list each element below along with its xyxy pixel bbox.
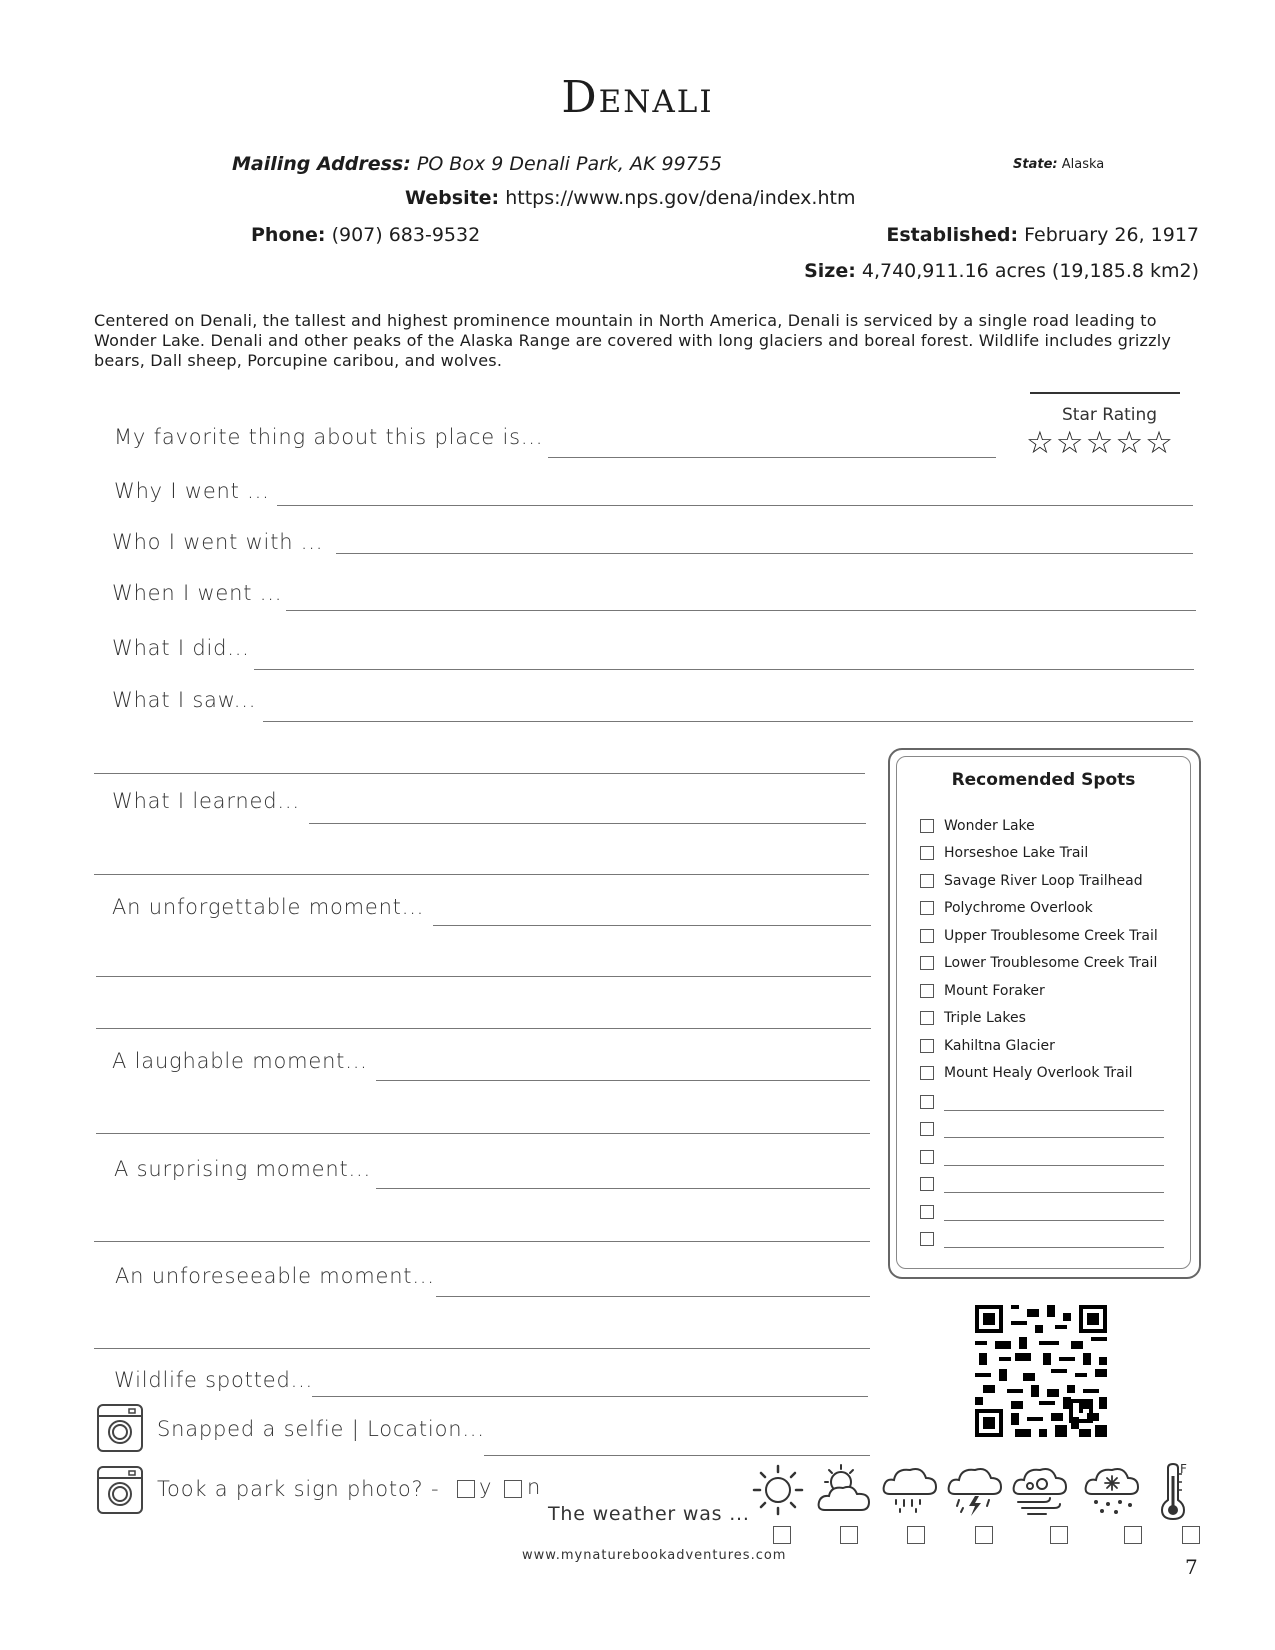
spot-write-line[interactable] [944,1220,1164,1221]
prompt-why: Why I went ... [114,479,270,503]
star-rating-stars[interactable]: ☆☆☆☆☆ [1026,425,1175,461]
spot-label: Horseshoe Lake Trail [944,845,1089,862]
weather-partly-cloudy-checkbox[interactable] [840,1526,858,1544]
spot-checkbox[interactable] [920,819,934,833]
spot-label: Kahiltna Glacier [944,1037,1055,1054]
weather-windy-checkbox[interactable] [1050,1526,1068,1544]
rain-icon-svg [880,1462,940,1518]
park-description: Centered on Denali, the tallest and highest prominence mountain in North America, Denali is serviced by a single road leading to Wonder Lake. Denali and other peaks of the Alaska Range are covered with long glaciers and boreal forest. Wildlife includes grizzly bears, Dall sheep, Porcupine caribou, and wolves. [94,311,1172,370]
established-value: February 26, 1917 [1024,224,1199,246]
spot-checkbox[interactable] [920,1205,934,1219]
prompt-unforeseeable: An unforeseeable moment... [115,1264,435,1288]
prompt-saw: What I saw... [112,688,257,712]
qr-code-svg [975,1305,1107,1437]
spot-write-line[interactable] [944,1110,1164,1111]
spot-blank-row[interactable] [920,1115,1170,1143]
page-number: 7 [1185,1555,1198,1579]
sun-icon [750,1462,806,1522]
size [804,260,1199,282]
spot-blank-row[interactable] [920,1087,1170,1115]
saw-line[interactable] [263,721,1193,722]
spot-label: Mount Healy Overlook Trail [944,1065,1133,1082]
spot-blank-row[interactable] [920,1170,1170,1198]
qr-code-icon[interactable] [975,1305,1107,1437]
star-rating-label: Star Rating [1062,405,1158,425]
size-label: Size: [804,260,856,282]
unforeseeable-line-2[interactable] [94,1348,870,1349]
mailing-address [232,153,722,175]
selfie-line[interactable] [484,1455,870,1456]
established-label: Established: [886,224,1019,246]
camera-icon-svg [99,1406,141,1450]
spot-blank-row[interactable] [920,1142,1170,1170]
unforeseeable-line[interactable] [436,1296,870,1297]
laughable-line-2[interactable] [96,1133,870,1134]
wildlife-line[interactable] [312,1396,868,1397]
thermometer-icon [1158,1462,1198,1526]
park-sign-no-checkbox[interactable] [504,1480,522,1498]
snow-icon [1082,1462,1142,1522]
spot-checkbox[interactable] [920,1066,934,1080]
spot-checkbox[interactable] [920,1039,934,1053]
thermometer-icon-svg [1158,1462,1198,1522]
spot-label: Upper Troublesome Creek Trail [944,927,1158,944]
windy-icon-svg [1010,1462,1072,1518]
camera-icon-2 [97,1466,143,1514]
park-sign-yes-label: y [479,1475,493,1499]
partly-cloudy-icon [815,1462,875,1522]
prompt-wildlife: Wildlife spotted... [114,1368,314,1392]
windy-icon [1010,1462,1072,1522]
spot-label: Wonder Lake [944,817,1035,834]
page-title: Denali [561,72,714,123]
spot-label: Mount Foraker [944,982,1045,999]
spot-item[interactable] [920,922,1170,950]
state [1013,157,1104,172]
did-line[interactable] [254,669,1194,670]
thunderstorm-icon-svg [945,1462,1005,1518]
favorite-line[interactable] [548,457,996,458]
spot-item[interactable] [920,1060,1170,1088]
spot-label: Polychrome Overlook [944,900,1093,917]
rain-icon [880,1462,940,1522]
phone-value: (907) 683-9532 [331,224,481,246]
phone [251,224,480,246]
weather-sunny-checkbox[interactable] [773,1526,791,1544]
park-sign-yes-checkbox[interactable] [457,1480,475,1498]
spot-write-line[interactable] [944,1137,1164,1138]
why-line[interactable] [277,505,1193,506]
prompt-did: What I did... [112,636,250,660]
spot-checkbox[interactable] [920,1232,934,1246]
recommended-spots-title: Recomended Spots [951,770,1136,790]
learned-line[interactable] [309,823,866,824]
snow-icon-svg [1082,1462,1142,1518]
website-label: Website: [405,187,500,209]
park-sign-no-label: n [527,1475,542,1499]
spot-item[interactable] [920,895,1170,923]
spot-checkbox[interactable] [920,1011,934,1025]
spot-item[interactable] [920,867,1170,895]
weather-label: The weather was ... [548,1503,750,1525]
laughable-line[interactable] [376,1080,870,1081]
prompt-surprising: A surprising moment... [114,1157,371,1181]
prompt-park-sign: Took a park sign photo? - [157,1477,440,1501]
spot-checkbox[interactable] [920,956,934,970]
size-value: 4,740,911.16 acres (19,185.8 km2) [861,260,1199,282]
who-line[interactable] [336,553,1193,554]
spot-checkbox[interactable] [920,1177,934,1191]
surprising-line-2[interactable] [94,1241,870,1242]
surprising-line[interactable] [376,1188,870,1189]
spot-label: Triple Lakes [944,1010,1026,1027]
prompt-selfie: Snapped a selfie | Location... [157,1417,485,1441]
star-rating-rule [1030,392,1180,394]
saw-line-2[interactable] [94,773,865,774]
established [886,224,1199,246]
spot-item[interactable] [920,840,1170,868]
prompt-laughable: A laughable moment... [112,1049,368,1073]
prompt-when: When I went ... [112,581,283,605]
weather-rain-checkbox[interactable] [907,1526,925,1544]
spot-checkbox[interactable] [920,1150,934,1164]
spot-label: Lower Troublesome Creek Trail [944,955,1158,972]
spot-label: Savage River Loop Trailhead [944,872,1143,889]
spot-item[interactable] [920,1005,1170,1033]
prompt-unforgettable: An unforgettable moment... [112,895,425,919]
spot-write-line[interactable] [944,1165,1164,1166]
sun-icon-svg [750,1462,806,1518]
camera-icon [97,1404,143,1452]
spot-write-line[interactable] [944,1247,1164,1248]
partly-cloudy-icon-svg [815,1462,875,1518]
state-value: Alaska [1061,157,1105,172]
recommended-spots-list [920,812,1170,1252]
unforgettable-line-3[interactable] [96,1028,871,1029]
spot-item[interactable] [920,950,1170,978]
spot-item[interactable] [920,812,1170,840]
spot-item[interactable] [920,1032,1170,1060]
mailing-label: Mailing Address: [232,153,411,175]
spot-item[interactable] [920,977,1170,1005]
spot-checkbox[interactable] [920,874,934,888]
weather-temperature-checkbox[interactable] [1182,1526,1200,1544]
spot-checkbox[interactable] [920,1095,934,1109]
spot-checkbox[interactable] [920,901,934,915]
website-value: https://www.nps.gov/dena/index.htm [505,187,856,209]
camera-icon-2-svg [99,1468,141,1512]
thunderstorm-icon [945,1462,1005,1522]
spot-checkbox[interactable] [920,984,934,998]
mailing-value: PO Box 9 Denali Park, AK 99755 [416,153,722,175]
state-label: State: [1013,157,1058,172]
spot-checkbox[interactable] [920,1122,934,1136]
learned-line-2[interactable] [94,874,869,875]
prompt-favorite: My favorite thing about this place is... [114,425,544,449]
prompt-who: Who I went with ... [112,530,324,554]
spot-blank-row[interactable] [920,1225,1170,1253]
website [405,187,855,209]
unforgettable-line-2[interactable] [96,976,871,977]
when-line[interactable] [286,610,1196,611]
weather-snow-checkbox[interactable] [1124,1526,1142,1544]
unforgettable-line[interactable] [433,925,871,926]
footer-url[interactable]: www.mynaturebookadventures.com [522,1548,787,1563]
spot-write-line[interactable] [944,1192,1164,1193]
thermometer-unit: F [1180,1462,1187,1476]
spot-checkbox[interactable] [920,846,934,860]
phone-label: Phone: [251,224,326,246]
prompt-learned: What I learned... [112,789,300,813]
spot-blank-row[interactable] [920,1197,1170,1225]
spot-checkbox[interactable] [920,929,934,943]
weather-thunderstorm-checkbox[interactable] [975,1526,993,1544]
